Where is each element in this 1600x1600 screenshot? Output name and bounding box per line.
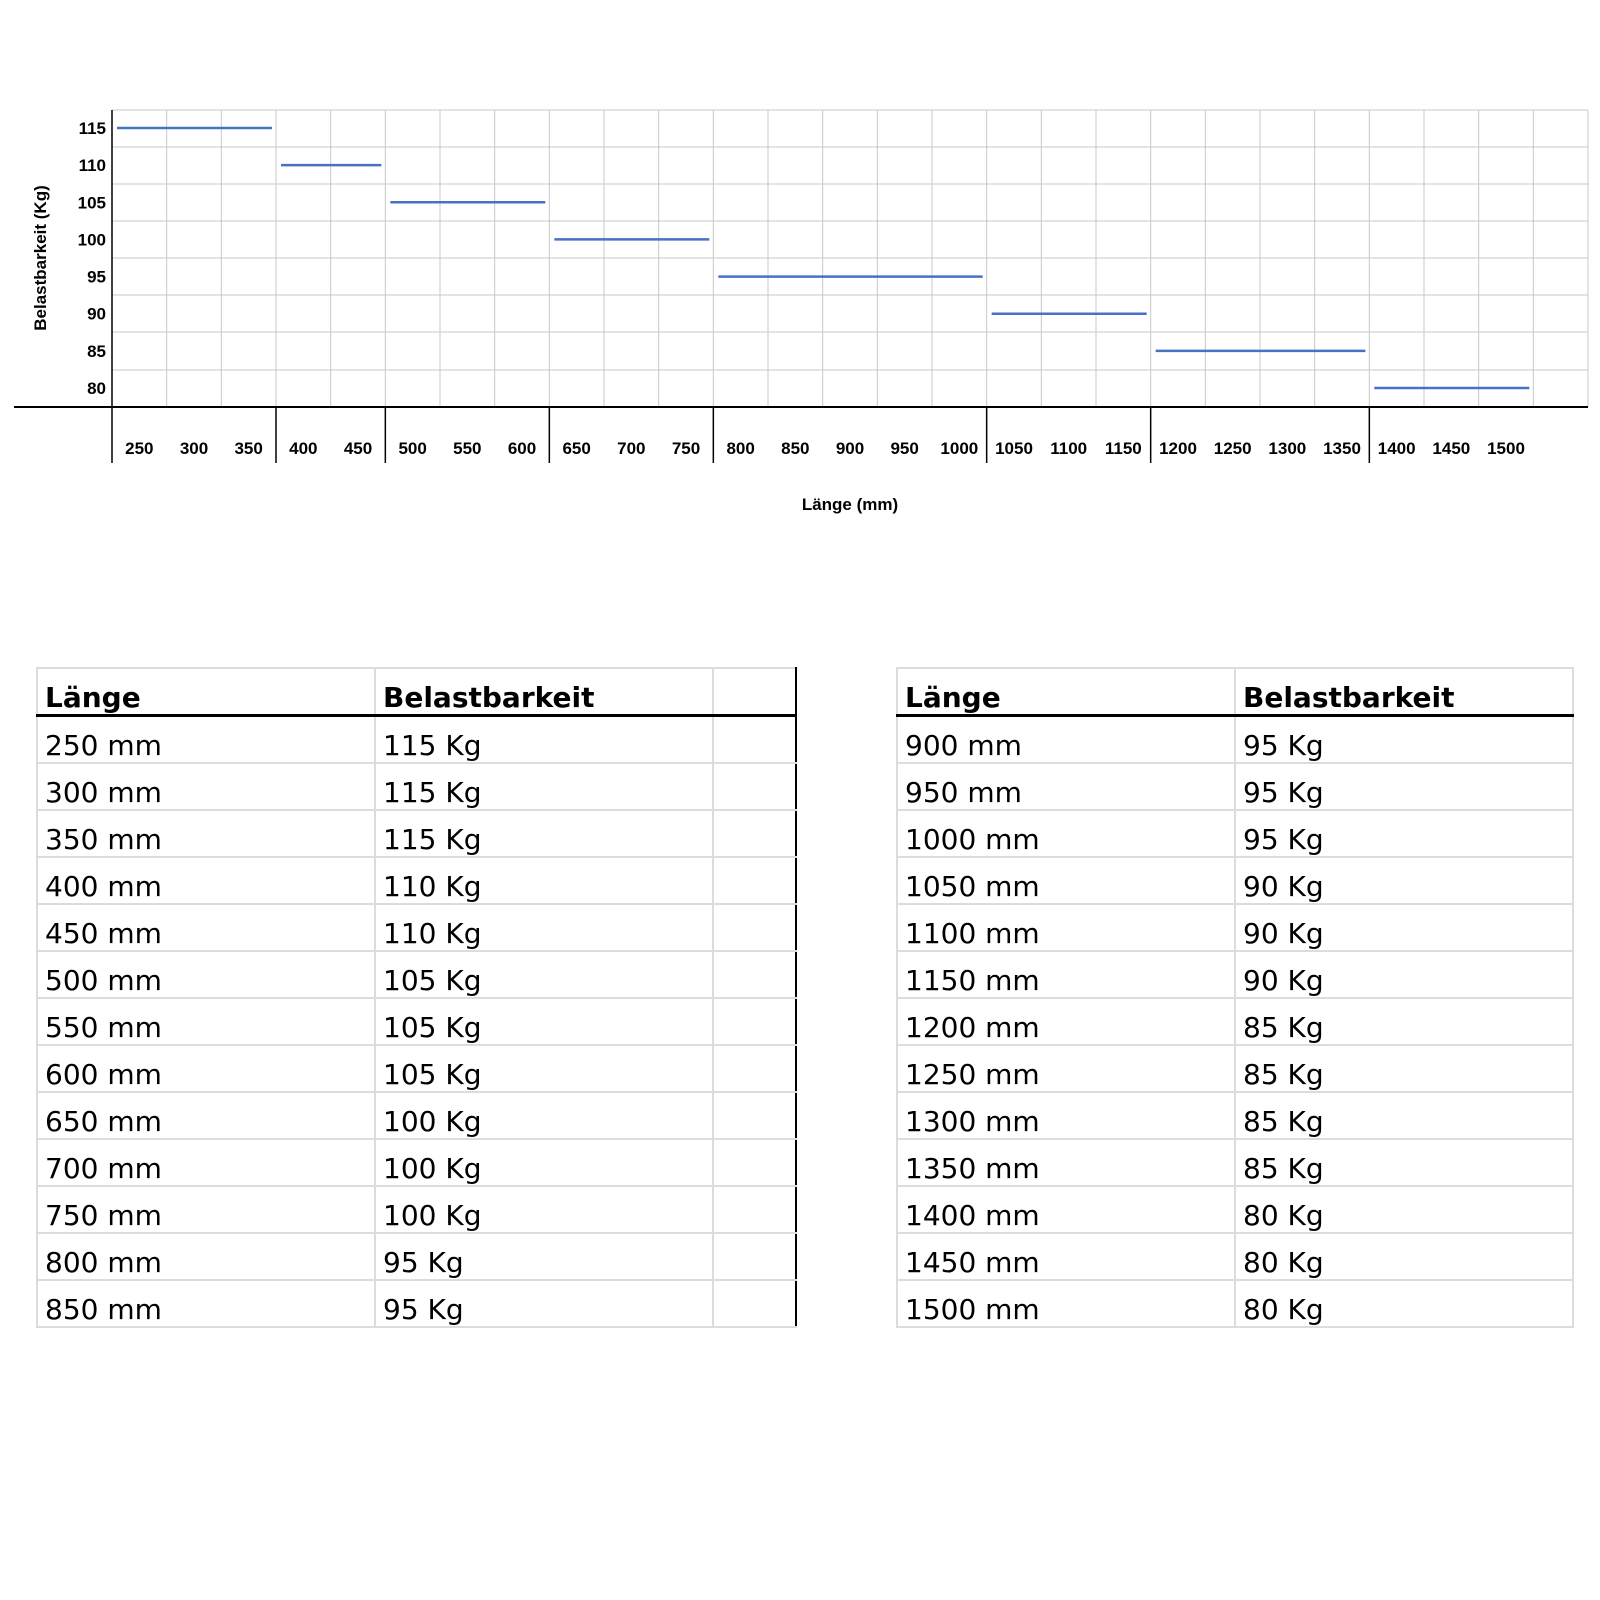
- y-tick-label: 115: [78, 119, 106, 138]
- capacity-cell: 95 Kg: [1235, 716, 1573, 764]
- empty-cell: [713, 904, 796, 951]
- empty-cell: [713, 998, 796, 1045]
- capacity-cell: 105 Kg: [375, 951, 713, 998]
- capacity-table-right: [896, 667, 1574, 1328]
- table-row: [37, 716, 796, 764]
- table-row: [37, 951, 796, 998]
- table-row: [37, 857, 796, 904]
- table-row: [37, 904, 796, 951]
- table-row: [897, 716, 1573, 764]
- capacity-cell: 80 Kg: [1235, 1186, 1573, 1233]
- capacity-cell: 80 Kg: [1235, 1233, 1573, 1280]
- length-cell: 1200 mm: [897, 998, 1235, 1045]
- table-header-row: [897, 668, 1573, 716]
- length-cell: 750 mm: [37, 1186, 375, 1233]
- x-tick-label: 600: [507, 439, 537, 458]
- y-tick-label: 110: [78, 156, 106, 176]
- capacity-cell: 90 Kg: [1235, 857, 1573, 904]
- x-tick-label: 1000: [940, 439, 979, 458]
- length-cell: 350 mm: [37, 810, 375, 857]
- capacity-cell: 100 Kg: [375, 1186, 713, 1233]
- table-row: [897, 904, 1573, 951]
- y-tick-label: 85: [87, 341, 106, 361]
- length-cell: 500 mm: [37, 951, 375, 998]
- x-tick-label: 1200: [1159, 439, 1197, 458]
- x-tick-label: 1250: [1213, 439, 1252, 458]
- x-tick-label: 350: [234, 439, 263, 458]
- length-cell: 1100 mm: [897, 904, 1235, 951]
- y-tick-label: 105: [77, 193, 106, 213]
- capacity-cell: 110 Kg: [375, 857, 713, 904]
- y-tick-label: 80: [87, 379, 106, 398]
- x-tick-label: 1100: [1050, 439, 1088, 458]
- x-tick-label: 900: [835, 439, 865, 458]
- x-axis-title: Länge (mm): [801, 495, 899, 514]
- table-row: [37, 1092, 796, 1139]
- table-row: [897, 1280, 1573, 1327]
- x-tick-label: 650: [562, 439, 591, 458]
- capacity-cell: 110 Kg: [375, 904, 713, 951]
- table-row: [897, 951, 1573, 998]
- capacity-cell: 80 Kg: [1235, 1280, 1573, 1327]
- capacity-cell: 105 Kg: [375, 998, 713, 1045]
- capacity-cell: 85 Kg: [1235, 1139, 1573, 1186]
- table-row: [897, 1139, 1573, 1186]
- table-row: [897, 1233, 1573, 1280]
- x-tick-label: 850: [781, 439, 810, 458]
- capacity-cell: 100 Kg: [375, 1139, 713, 1186]
- length-cell: 1250 mm: [897, 1045, 1235, 1092]
- length-cell: 300 mm: [37, 763, 375, 810]
- x-tick-label: 1050: [995, 439, 1033, 458]
- x-tick-label: 1350: [1323, 439, 1361, 458]
- y-axis-title: Belastbarkeit (Kg): [31, 185, 50, 331]
- length-cell: 850 mm: [37, 1280, 375, 1327]
- length-cell: 1400 mm: [897, 1186, 1235, 1233]
- empty-cell: [713, 810, 796, 857]
- table-row: [897, 1186, 1573, 1233]
- table-row: [37, 1186, 796, 1233]
- y-tick-label: 95: [87, 267, 106, 287]
- table-row: [897, 763, 1573, 810]
- header-capacity: Belastbarkeit: [1235, 668, 1573, 716]
- empty-cell: [713, 1092, 796, 1139]
- x-tick-label: 700: [617, 439, 646, 458]
- table-row: [37, 1139, 796, 1186]
- x-tick-label: 450: [343, 439, 373, 458]
- x-tick-label: 1400: [1377, 439, 1416, 458]
- empty-cell: [713, 1139, 796, 1186]
- length-cell: 900 mm: [897, 716, 1235, 764]
- y-axis-ticks: [78, 119, 106, 398]
- capacity-cell: 115 Kg: [375, 716, 713, 764]
- length-cell: 1150 mm: [897, 951, 1235, 998]
- length-cell: 450 mm: [37, 904, 375, 951]
- table-row: [37, 763, 796, 810]
- length-cell: 1300 mm: [897, 1092, 1235, 1139]
- capacity-cell: 95 Kg: [375, 1233, 713, 1280]
- table-row: [897, 1092, 1573, 1139]
- capacity-cell: 100 Kg: [375, 1092, 713, 1139]
- table-row: [37, 998, 796, 1045]
- table-row: [37, 810, 796, 857]
- table-row: [37, 1280, 796, 1327]
- table-header-row: [37, 668, 796, 716]
- length-cell: 600 mm: [37, 1045, 375, 1092]
- length-cell: 400 mm: [37, 857, 375, 904]
- capacity-cell: 90 Kg: [1235, 951, 1573, 998]
- chart-grid: [112, 110, 1588, 407]
- x-tick-label: 1300: [1268, 439, 1307, 458]
- x-tick-label: 1450: [1432, 439, 1471, 458]
- y-tick-label: 90: [87, 304, 106, 324]
- capacity-cell: 115 Kg: [375, 763, 713, 810]
- load-capacity-chart: [0, 0, 1600, 560]
- empty-cell: [713, 1280, 796, 1327]
- x-tick-label: 1150: [1104, 439, 1142, 458]
- empty-cell: [713, 857, 796, 904]
- capacity-cell: 95 Kg: [1235, 810, 1573, 857]
- capacity-cell: 115 Kg: [375, 810, 713, 857]
- capacity-table-left: [36, 667, 797, 1328]
- table-row: [897, 810, 1573, 857]
- length-cell: 950 mm: [897, 763, 1235, 810]
- empty-cell: [713, 1233, 796, 1280]
- capacity-cell: 95 Kg: [375, 1280, 713, 1327]
- length-cell: 800 mm: [37, 1233, 375, 1280]
- length-cell: 1500 mm: [897, 1280, 1235, 1327]
- capacity-cell: 85 Kg: [1235, 1045, 1573, 1092]
- x-tick-label: 950: [890, 439, 919, 458]
- x-tick-label: 550: [453, 439, 482, 458]
- empty-cell: [713, 951, 796, 998]
- length-cell: 1350 mm: [897, 1139, 1235, 1186]
- length-cell: 550 mm: [37, 998, 375, 1045]
- chart-axes: [14, 110, 1588, 463]
- x-tick-label: 750: [671, 439, 701, 458]
- x-tick-label: 250: [125, 439, 154, 458]
- length-cell: 250 mm: [37, 716, 375, 764]
- empty-cell: [713, 1045, 796, 1092]
- empty-cell: [713, 1186, 796, 1233]
- capacity-cell: 95 Kg: [1235, 763, 1573, 810]
- x-tick-label: 400: [289, 439, 318, 458]
- table-row: [37, 1233, 796, 1280]
- capacity-cell: 85 Kg: [1235, 998, 1573, 1045]
- length-cell: 700 mm: [37, 1139, 375, 1186]
- header-empty-cell: [713, 668, 796, 716]
- capacity-cell: 90 Kg: [1235, 904, 1573, 951]
- header-length: Länge: [37, 668, 375, 716]
- header-capacity: Belastbarkeit: [375, 668, 713, 716]
- table-row: [897, 998, 1573, 1045]
- x-tick-label: 1500: [1487, 439, 1525, 458]
- header-length: Länge: [897, 668, 1235, 716]
- length-cell: 650 mm: [37, 1092, 375, 1139]
- table-row: [897, 1045, 1573, 1092]
- empty-cell: [713, 716, 796, 764]
- x-tick-label: 300: [179, 439, 209, 458]
- capacity-cell: 85 Kg: [1235, 1092, 1573, 1139]
- capacity-cell: 105 Kg: [375, 1045, 713, 1092]
- length-cell: 1000 mm: [897, 810, 1235, 857]
- x-tick-label: 800: [726, 439, 755, 458]
- x-axis-ticks: [125, 439, 1525, 458]
- length-cell: 1050 mm: [897, 857, 1235, 904]
- table-row: [897, 857, 1573, 904]
- table-row: [37, 1045, 796, 1092]
- empty-cell: [713, 763, 796, 810]
- y-tick-label: 100: [77, 230, 106, 250]
- length-cell: 1450 mm: [897, 1233, 1235, 1280]
- x-tick-label: 500: [398, 439, 427, 458]
